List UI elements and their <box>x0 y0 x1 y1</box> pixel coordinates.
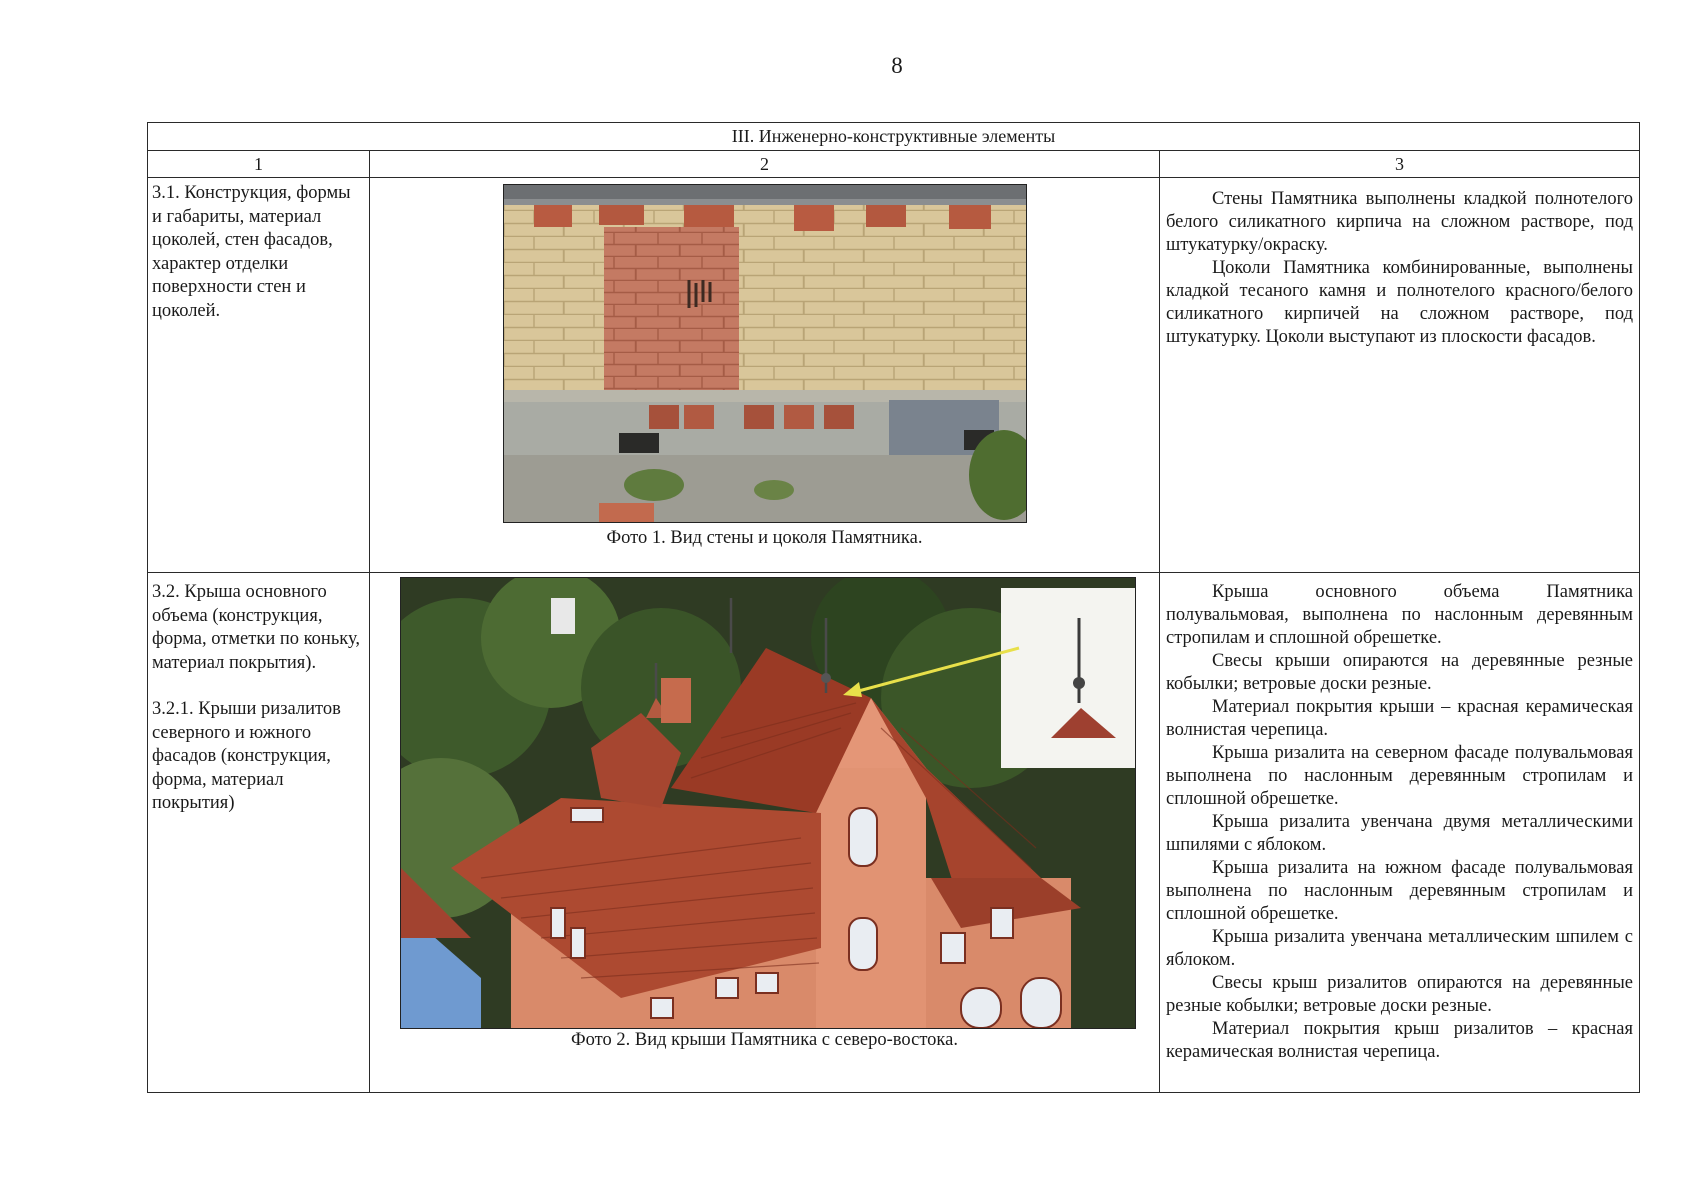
description-paragraph: Материал покрытия крыш ризалитов – красная керамическая волнистая черепица. <box>1166 1019 1633 1062</box>
photo-cell <box>370 573 1160 1093</box>
description-paragraph: Крыша основного объема Памятника полувальмовая, выполнена по наслонным деревянным стропилам и сплошной обрешетке. <box>1166 582 1633 648</box>
engineering-elements-table <box>147 122 1640 1093</box>
table-row <box>148 573 1640 1093</box>
column-number-1: 1 <box>148 151 370 178</box>
description-paragraph: Свесы крыш ризалитов опираются на деревянные резные кобылки; ветровые доски резные. <box>1166 973 1633 1016</box>
description-paragraph: Крыша ризалита на северном фасаде полувальмовая выполнена по наслонным деревянным стропилам и сплошной обрешетке. <box>1166 743 1633 809</box>
item-text: 3.2. Крыша основного объема (конструкция, форма, отметки по коньку, материал покрытия). <box>152 582 361 673</box>
description-paragraph: Свесы крыши опираются на деревянные резные кобылки; ветровые доски резные. <box>1166 651 1633 694</box>
item-cell <box>148 178 370 573</box>
description-cell <box>1160 178 1640 573</box>
photo-cell <box>370 178 1160 573</box>
photo-caption: Фото 1. Вид стены и цоколя Памятника. <box>606 528 923 548</box>
description-cell <box>1160 573 1640 1093</box>
description-paragraph: Материал покрытия крыши – красная керамическая волнистая черепица. <box>1166 697 1633 740</box>
wall-plinth-photo <box>503 184 1027 523</box>
item-text: 3.2.1. Крыши ризалитов северного и южного фасадов (конструкция, форма, материал покрытия) <box>152 699 341 813</box>
section-title: III. Инженерно-конструктивные элементы <box>148 123 1640 151</box>
page-number: 8 <box>891 53 903 78</box>
table-row <box>148 178 1640 573</box>
description-paragraph: Крыша ризалита увенчана металлическим шпилем с яблоком. <box>1166 927 1633 970</box>
description-paragraph: Крыша ризалита увенчана двумя металлическими шпилями с яблоком. <box>1166 812 1633 855</box>
description-paragraph: Цоколи Памятника комбинированные, выполнены кладкой тесаного камня и полнотелого красного/белого силикатного кирпичей на сложном растворе, под штукатурку. Цоколи выступают из плоскости фасадов. <box>1166 258 1633 347</box>
item-cell <box>148 573 370 1093</box>
description-paragraph: Крыша ризалита на южном фасаде полувальмовая выполнена по наслонным деревянным стропилам и сплошной обрешетке. <box>1166 858 1633 924</box>
photo-caption: Фото 2. Вид крыши Памятника с северо-востока. <box>571 1030 958 1050</box>
column-number-3: 3 <box>1160 151 1640 178</box>
item-text: 3.1. Конструкция, формы и габариты, материал цоколей, стен фасадов, характер отделки поверхности стен и цоколей. <box>152 183 351 321</box>
column-number-2: 2 <box>370 151 1160 178</box>
roof-photo <box>400 577 1136 1029</box>
description-paragraph: Стены Памятника выполнены кладкой полнотелого белого силикатного кирпича на сложном растворе, под штукатурку/окраску. <box>1166 189 1633 255</box>
